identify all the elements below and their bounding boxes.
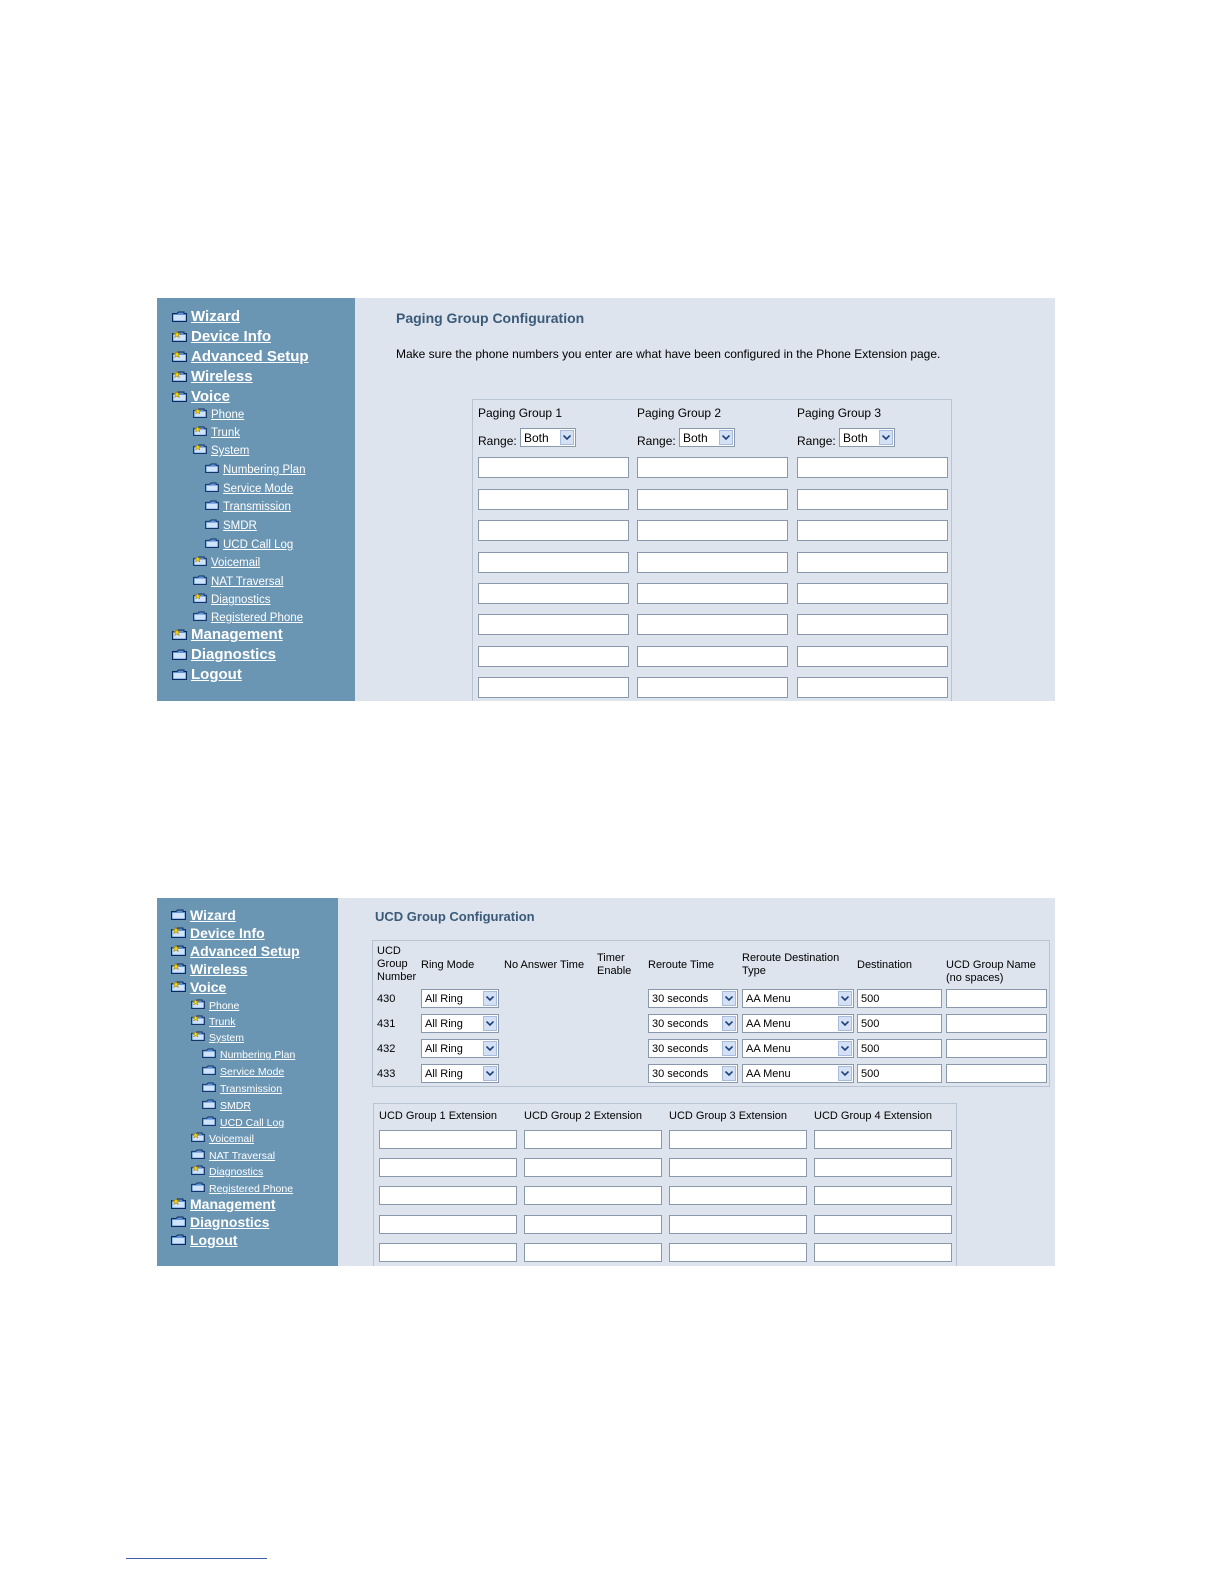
ring-mode-select[interactable]	[421, 1014, 499, 1033]
folder-plus-icon	[171, 963, 186, 974]
range-select-value: Both	[683, 430, 708, 445]
folder-plus-icon	[172, 331, 187, 342]
chevron-down-icon	[560, 430, 574, 445]
sidebar-item-voice[interactable]	[171, 979, 226, 995]
paging-group-3-number-8[interactable]	[797, 677, 948, 698]
sidebar-item-label[interactable]: Phone	[209, 1000, 240, 1012]
sidebar-item-label[interactable]: Management	[190, 1196, 276, 1212]
ucd-group-2-extension-5[interactable]	[524, 1243, 662, 1262]
sidebar-item-label[interactable]: Voice	[191, 388, 230, 405]
range-label-1: Range:	[478, 434, 517, 448]
sidebar-item-label[interactable]: Registered Phone	[209, 1183, 294, 1195]
sidebar-item-registered-phone[interactable]	[191, 1182, 293, 1195]
sidebar-item-service-mode[interactable]	[202, 1065, 284, 1078]
sidebar-item-label[interactable]: Voice	[190, 979, 227, 995]
folder-icon	[171, 1216, 186, 1227]
sidebar-item-smdr[interactable]	[202, 1099, 251, 1112]
ucd-group-3-extension-4[interactable]	[669, 1215, 807, 1234]
paging-group-3-number-2[interactable]	[797, 489, 948, 510]
folder-icon	[205, 538, 219, 548]
folder-icon	[205, 519, 219, 529]
sidebar-item-system[interactable]	[191, 1031, 244, 1044]
ucd-group-2-extension-3[interactable]	[524, 1186, 662, 1205]
sidebar-item-label[interactable]: Logout	[191, 666, 242, 683]
group-name-input[interactable]	[946, 989, 1047, 1008]
paging-group-2-number-1[interactable]	[637, 457, 788, 478]
paging-table	[472, 399, 952, 701]
ucd-group-screenshot	[157, 898, 1055, 1266]
sidebar-item-label[interactable]: Advanced Setup	[191, 348, 309, 365]
ring-mode-select-value: All Ring	[425, 1042, 463, 1055]
sidebar-nav	[157, 898, 338, 1266]
ucd-group-3-extension-2[interactable]	[669, 1158, 807, 1177]
reroute-destination-type-select[interactable]	[742, 1039, 854, 1058]
ring-mode-select[interactable]	[421, 1039, 499, 1058]
ucd-group-1-extension-1[interactable]	[379, 1130, 517, 1149]
reroute-time-select-value: 30 seconds	[652, 1067, 709, 1080]
chevron-down-icon	[483, 991, 497, 1006]
sidebar-item-label[interactable]: Numbering Plan	[220, 1049, 296, 1061]
sidebar-item-registered-phone[interactable]	[193, 611, 303, 624]
ucd-group-4-extension-2[interactable]	[814, 1158, 952, 1177]
folder-icon	[172, 669, 187, 680]
paging-group-2-header: Paging Group 2	[637, 406, 722, 420]
paging-group-1-number-4[interactable]	[478, 552, 629, 573]
paging-group-2-number-8[interactable]	[637, 677, 788, 698]
sidebar-item-wireless[interactable]	[172, 368, 253, 385]
sidebar-item-wizard[interactable]	[171, 907, 236, 923]
folder-icon	[205, 500, 219, 510]
ring-mode-select[interactable]	[421, 989, 499, 1008]
header-reroute-time: Reroute Time	[648, 959, 715, 971]
ucd-group-1-extension-4[interactable]	[379, 1215, 517, 1234]
reroute-destination-type-select-value: AA Menu	[746, 1017, 791, 1030]
paging-group-3-number-5[interactable]	[797, 583, 948, 604]
sidebar-item-advanced-setup[interactable]	[172, 348, 309, 365]
folder-plus-icon	[191, 1165, 205, 1175]
sidebar-item-diagnostics[interactable]	[193, 593, 270, 606]
sidebar-item-voicemail[interactable]	[193, 556, 260, 569]
chevron-down-icon	[722, 1041, 736, 1056]
chevron-down-icon	[879, 430, 893, 445]
ucd-group-2-extension-4[interactable]	[524, 1215, 662, 1234]
chevron-down-icon	[838, 1041, 852, 1056]
reroute-time-select[interactable]	[648, 989, 738, 1008]
folder-icon	[202, 1116, 216, 1126]
sidebar-item-label[interactable]: Service Mode	[220, 1066, 285, 1078]
reroute-time-select[interactable]	[648, 1039, 738, 1058]
ring-mode-select-value: All Ring	[425, 992, 463, 1005]
reroute-time-select[interactable]	[648, 1014, 738, 1033]
chevron-down-icon	[483, 1066, 497, 1081]
reroute-destination-type-select[interactable]	[742, 1014, 854, 1033]
sidebar-item-label[interactable]: Diagnostics	[191, 646, 277, 663]
sidebar-item-logout[interactable]	[172, 666, 242, 683]
chevron-down-icon	[838, 991, 852, 1006]
sidebar-item-label[interactable]: Device Info	[191, 328, 272, 345]
sidebar-item-label[interactable]: Voicemail	[211, 557, 261, 569]
ucd-group-1-extension-header: UCD Group 1 Extension	[379, 1110, 497, 1122]
sidebar-item-label[interactable]: System	[211, 445, 250, 457]
chevron-down-icon	[722, 1016, 736, 1031]
sidebar-item-label[interactable]: Logout	[190, 1232, 238, 1248]
sidebar-item-device-info[interactable]	[171, 925, 265, 941]
range-label-2: Range:	[637, 434, 676, 448]
sidebar-item-nat-traversal[interactable]	[193, 575, 283, 588]
folder-icon	[172, 649, 187, 660]
sidebar-item-phone[interactable]	[193, 408, 244, 421]
ucd-group-2-extension-2[interactable]	[524, 1158, 662, 1177]
sidebar-item-label[interactable]: Diagnostics	[211, 594, 271, 606]
folder-icon	[171, 1234, 186, 1245]
ucd-group-4-extension-5[interactable]	[814, 1243, 952, 1262]
paging-group-1-number-8[interactable]	[478, 677, 629, 698]
paging-group-3-number-7[interactable]	[797, 646, 948, 667]
sidebar-item-logout[interactable]	[171, 1232, 237, 1248]
folder-plus-icon	[172, 351, 187, 362]
ucd-group-4-extension-header: UCD Group 4 Extension	[814, 1110, 932, 1122]
ucd-group-1-extension-2[interactable]	[379, 1158, 517, 1177]
folder-plus-icon	[172, 371, 187, 382]
group-name-input[interactable]	[946, 1014, 1047, 1033]
paging-group-1-header: Paging Group 1	[478, 406, 563, 420]
reroute-time-select-value: 30 seconds	[652, 992, 709, 1005]
destination-input[interactable]	[857, 1064, 942, 1083]
folder-icon	[202, 1099, 216, 1109]
sidebar-item-label[interactable]: Service Mode	[223, 483, 294, 495]
range-select-2[interactable]	[679, 428, 735, 447]
sidebar-item-ucd-call-log[interactable]	[205, 538, 293, 551]
folder-icon	[191, 1149, 205, 1159]
paging-group-1-number-3[interactable]	[478, 520, 629, 541]
paging-group-screenshot	[157, 298, 1055, 701]
folder-plus-icon	[172, 629, 187, 640]
sidebar-item-label[interactable]: SMDR	[220, 1100, 251, 1112]
folder-plus-icon	[171, 945, 186, 956]
folder-icon	[193, 575, 207, 585]
sidebar-item-numbering-plan[interactable]	[202, 1048, 295, 1061]
folder-icon	[202, 1065, 216, 1075]
sidebar-item-label[interactable]: Transmission	[220, 1083, 283, 1095]
sidebar-item-label[interactable]: Voicemail	[209, 1133, 254, 1145]
ring-mode-select-value: All Ring	[425, 1017, 463, 1030]
folder-plus-icon	[191, 1015, 205, 1025]
folder-plus-icon	[193, 408, 207, 418]
chevron-down-icon	[483, 1041, 497, 1056]
paging-group-3-number-4[interactable]	[797, 552, 948, 573]
row-group-number: 433	[377, 1068, 396, 1080]
ring-mode-select-value: All Ring	[425, 1067, 463, 1080]
sidebar-item-label[interactable]: Advanced Setup	[190, 943, 300, 959]
sidebar-item-label[interactable]: Trunk	[209, 1016, 236, 1028]
sidebar-item-label[interactable]: Diagnostics	[190, 1214, 270, 1230]
folder-icon	[205, 482, 219, 492]
sidebar-item-numbering-plan[interactable]	[205, 463, 305, 476]
chevron-down-icon	[838, 1016, 852, 1031]
paging-group-1-number-2[interactable]	[478, 489, 629, 510]
folder-icon	[171, 909, 186, 920]
destination-input[interactable]	[857, 989, 942, 1008]
header-timer-enable: Timer Enable	[597, 952, 632, 977]
row-group-number: 431	[377, 1018, 396, 1030]
paging-group-3-number-6[interactable]	[797, 614, 948, 635]
row-group-number: 430	[377, 993, 396, 1005]
chevron-down-icon	[722, 1066, 736, 1081]
header-ring-mode: Ring Mode	[421, 959, 475, 971]
folder-icon	[172, 311, 187, 322]
sidebar-nav	[157, 298, 355, 701]
sidebar-item-ucd-call-log[interactable]	[202, 1116, 284, 1129]
destination-input[interactable]	[857, 1039, 942, 1058]
sidebar-item-label[interactable]: Wireless	[191, 368, 253, 385]
sidebar-item-label[interactable]: Phone	[211, 409, 245, 421]
range-select-1[interactable]	[520, 428, 576, 447]
folder-plus-icon	[172, 391, 187, 402]
ucd-group-3-extension-header: UCD Group 3 Extension	[669, 1110, 787, 1122]
reroute-destination-type-select-value: AA Menu	[746, 992, 791, 1005]
folder-icon	[193, 611, 207, 621]
ucd-group-2-extension-header: UCD Group 2 Extension	[524, 1110, 642, 1122]
range-label-3: Range:	[797, 434, 836, 448]
reroute-destination-type-select[interactable]	[742, 989, 854, 1008]
header-destination: Destination	[857, 959, 913, 971]
folder-icon	[202, 1082, 216, 1092]
sidebar-item-advanced-setup[interactable]	[171, 943, 300, 959]
paging-group-1-number-1[interactable]	[478, 457, 629, 478]
paging-group-3-number-3[interactable]	[797, 520, 948, 541]
ucd-group-table	[372, 940, 1050, 1087]
sidebar-item-trunk[interactable]	[193, 426, 240, 439]
range-select-3[interactable]	[839, 428, 895, 447]
folder-plus-icon	[171, 927, 186, 938]
footnote-rule	[126, 1558, 267, 1559]
sidebar-item-label[interactable]: Management	[191, 626, 283, 643]
sidebar-item-device-info[interactable]	[172, 328, 271, 345]
folder-plus-icon	[193, 556, 207, 566]
ucd-group-1-extension-3[interactable]	[379, 1186, 517, 1205]
sidebar-item-transmission[interactable]	[205, 500, 291, 513]
ucd-group-4-extension-3[interactable]	[814, 1186, 952, 1205]
folder-icon	[205, 463, 219, 473]
sidebar-item-label[interactable]: NAT Traversal	[211, 576, 284, 588]
group-name-input[interactable]	[946, 1064, 1047, 1083]
paging-group-2-number-5[interactable]	[637, 583, 788, 604]
reroute-destination-type-select-value: AA Menu	[746, 1042, 791, 1055]
range-select-value: Both	[524, 430, 549, 445]
sidebar-item-label[interactable]: UCD Call Log	[223, 539, 294, 551]
chevron-down-icon	[722, 991, 736, 1006]
sidebar-item-label[interactable]: Transmission	[223, 501, 291, 513]
reroute-destination-type-select-value: AA Menu	[746, 1067, 791, 1080]
sidebar-item-label[interactable]: Wizard	[191, 308, 241, 325]
sidebar-item-phone[interactable]	[191, 999, 239, 1012]
paging-group-1-number-7[interactable]	[478, 646, 629, 667]
reroute-time-select[interactable]	[648, 1064, 738, 1083]
paging-group-1-number-5[interactable]	[478, 583, 629, 604]
sidebar-item-system[interactable]	[193, 444, 249, 457]
ucd-group-4-extension-1[interactable]	[814, 1130, 952, 1149]
sidebar-item-label[interactable]: System	[209, 1032, 245, 1044]
ucd-group-2-extension-1[interactable]	[524, 1130, 662, 1149]
sidebar-item-management[interactable]	[172, 626, 283, 643]
folder-plus-icon	[171, 1198, 186, 1209]
header-no-answer-time: No Answer Time	[504, 959, 585, 971]
sidebar-item-label[interactable]: Numbering Plan	[223, 464, 306, 476]
paging-group-3-header: Paging Group 3	[797, 406, 882, 420]
sidebar-item-diagnostics[interactable]	[171, 1214, 269, 1230]
page-title: Paging Group Configuration	[396, 310, 585, 326]
row-group-number: 432	[377, 1043, 396, 1055]
range-select-value: Both	[843, 430, 868, 445]
folder-icon	[191, 1182, 205, 1192]
reroute-destination-type-select[interactable]	[742, 1064, 854, 1083]
sidebar-item-label[interactable]: UCD Call Log	[220, 1117, 285, 1129]
folder-plus-icon	[193, 593, 207, 603]
sidebar-item-smdr[interactable]	[205, 519, 257, 532]
ring-mode-select[interactable]	[421, 1064, 499, 1083]
header-group-name: UCD Group Name (no spaces)	[946, 959, 1036, 984]
folder-plus-icon	[191, 999, 205, 1009]
sidebar-item-voice[interactable]	[172, 388, 230, 405]
sidebar-item-nat-traversal[interactable]	[191, 1149, 275, 1162]
ucd-group-3-extension-3[interactable]	[669, 1186, 807, 1205]
header-group-number: UCD Group Number	[377, 945, 417, 983]
page-note: Make sure the phone numbers you enter are what have been configured in the Phone Extension page.	[396, 347, 941, 361]
sidebar-item-wizard[interactable]	[172, 308, 240, 325]
sidebar-item-trunk[interactable]	[191, 1015, 235, 1028]
page-title: UCD Group Configuration	[375, 909, 535, 924]
header-reroute-destination-type: Reroute Destination Type	[742, 952, 840, 977]
folder-plus-icon	[193, 426, 207, 436]
sidebar-item-label[interactable]: Trunk	[211, 427, 240, 439]
sidebar-item-label[interactable]: Device Info	[190, 925, 265, 941]
sidebar-item-label[interactable]: Wizard	[190, 907, 236, 923]
sidebar-item-diagnostics[interactable]	[172, 646, 276, 663]
paging-group-2-number-6[interactable]	[637, 614, 788, 635]
ucd-extension-table	[373, 1103, 957, 1266]
destination-input[interactable]	[857, 1014, 942, 1033]
paging-group-1-number-6[interactable]	[478, 614, 629, 635]
chevron-down-icon	[483, 1016, 497, 1031]
ucd-group-3-extension-1[interactable]	[669, 1130, 807, 1149]
folder-plus-icon	[191, 1132, 205, 1142]
reroute-time-select-value: 30 seconds	[652, 1017, 709, 1030]
paging-group-2-number-4[interactable]	[637, 552, 788, 573]
sidebar-item-label[interactable]: Wireless	[190, 961, 248, 977]
chevron-down-icon	[838, 1066, 852, 1081]
ucd-group-3-extension-5[interactable]	[669, 1243, 807, 1262]
paging-group-2-number-3[interactable]	[637, 520, 788, 541]
sidebar-item-label[interactable]: NAT Traversal	[209, 1150, 276, 1162]
paging-group-3-number-1[interactable]	[797, 457, 948, 478]
ucd-group-4-extension-4[interactable]	[814, 1215, 952, 1234]
folder-plus-icon	[193, 444, 207, 454]
sidebar-item-label[interactable]: Registered Phone	[211, 612, 304, 624]
paging-group-2-number-7[interactable]	[637, 646, 788, 667]
folder-plus-icon	[191, 1031, 205, 1041]
sidebar-item-voicemail[interactable]	[191, 1132, 254, 1145]
sidebar-item-wireless[interactable]	[171, 961, 247, 977]
sidebar-item-service-mode[interactable]	[205, 482, 293, 495]
folder-icon	[202, 1048, 216, 1058]
group-name-input[interactable]	[946, 1039, 1047, 1058]
ucd-group-1-extension-5[interactable]	[379, 1243, 517, 1262]
paging-group-2-number-2[interactable]	[637, 489, 788, 510]
chevron-down-icon	[719, 430, 733, 445]
folder-plus-icon	[171, 981, 186, 992]
sidebar-item-label[interactable]: SMDR	[223, 520, 257, 532]
sidebar-item-diagnostics[interactable]	[191, 1165, 263, 1178]
sidebar-item-label[interactable]: Diagnostics	[209, 1166, 264, 1178]
reroute-time-select-value: 30 seconds	[652, 1042, 709, 1055]
sidebar-item-transmission[interactable]	[202, 1082, 282, 1095]
sidebar-item-management[interactable]	[171, 1196, 276, 1212]
